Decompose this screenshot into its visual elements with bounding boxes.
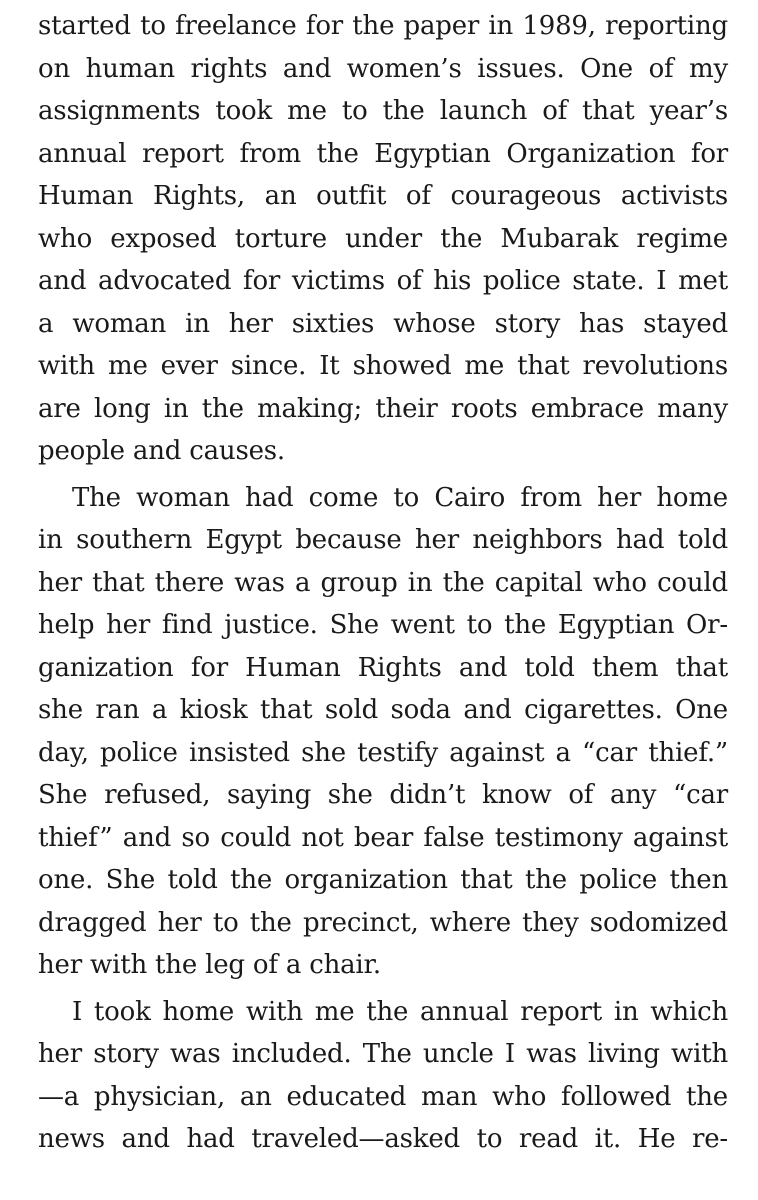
text-line: with me ever since. It showed me that revolutions <box>38 351 728 381</box>
text-line: her that there was a group in the capital who could <box>38 568 728 598</box>
text-line: on human rights and women’s issues. One of my <box>38 54 728 84</box>
text-line: a woman in her sixties whose story has stayed <box>38 309 728 339</box>
text-line: Human Rights, an outfit of courageous activists <box>38 181 728 211</box>
text-line: are long in the making; their roots embrace many <box>38 394 728 424</box>
text-line: news and had traveled—asked to read it. He re- <box>38 1124 728 1154</box>
text-line: in southern Egypt because her neighbors had told <box>38 525 728 555</box>
text-line: The woman had come to Cairo from her home <box>72 483 728 513</box>
text-line: I took home with me the annual report in which <box>72 997 728 1027</box>
text-line: help her find justice. She went to the Egyptian Or- <box>38 610 728 640</box>
text-line: She refused, saying she didn’t know of any “car <box>38 780 728 810</box>
text-line: thief” and so could not bear false testimony against <box>38 823 728 853</box>
text-line: dragged her to the precinct, where they sodomized <box>38 908 728 938</box>
text-line: assignments took me to the launch of that year’s <box>38 96 728 126</box>
book-page <box>38 0 728 1200</box>
text-line: her story was included. The uncle I was living with <box>38 1039 728 1069</box>
text-line: one. She told the organization that the police then <box>38 865 728 895</box>
text-line: who exposed torture under the Mubarak regime <box>38 224 728 254</box>
text-line: her with the leg of a chair. <box>38 950 381 980</box>
text-line: and advocated for victims of his police state. I met <box>38 266 728 296</box>
text-line: she ran a kiosk that sold soda and cigarettes. One <box>38 695 728 725</box>
text-line: ganization for Human Rights and told them that <box>38 653 728 683</box>
text-line: —a physician, an educated man who followed the <box>38 1082 728 1112</box>
text-line: people and causes. <box>38 436 285 466</box>
text-line: day, police insisted she testify against a “car thief.” <box>38 738 728 768</box>
text-line: started to freelance for the paper in 1989, reporting <box>38 11 728 41</box>
text-line: annual report from the Egyptian Organization for <box>38 139 728 169</box>
